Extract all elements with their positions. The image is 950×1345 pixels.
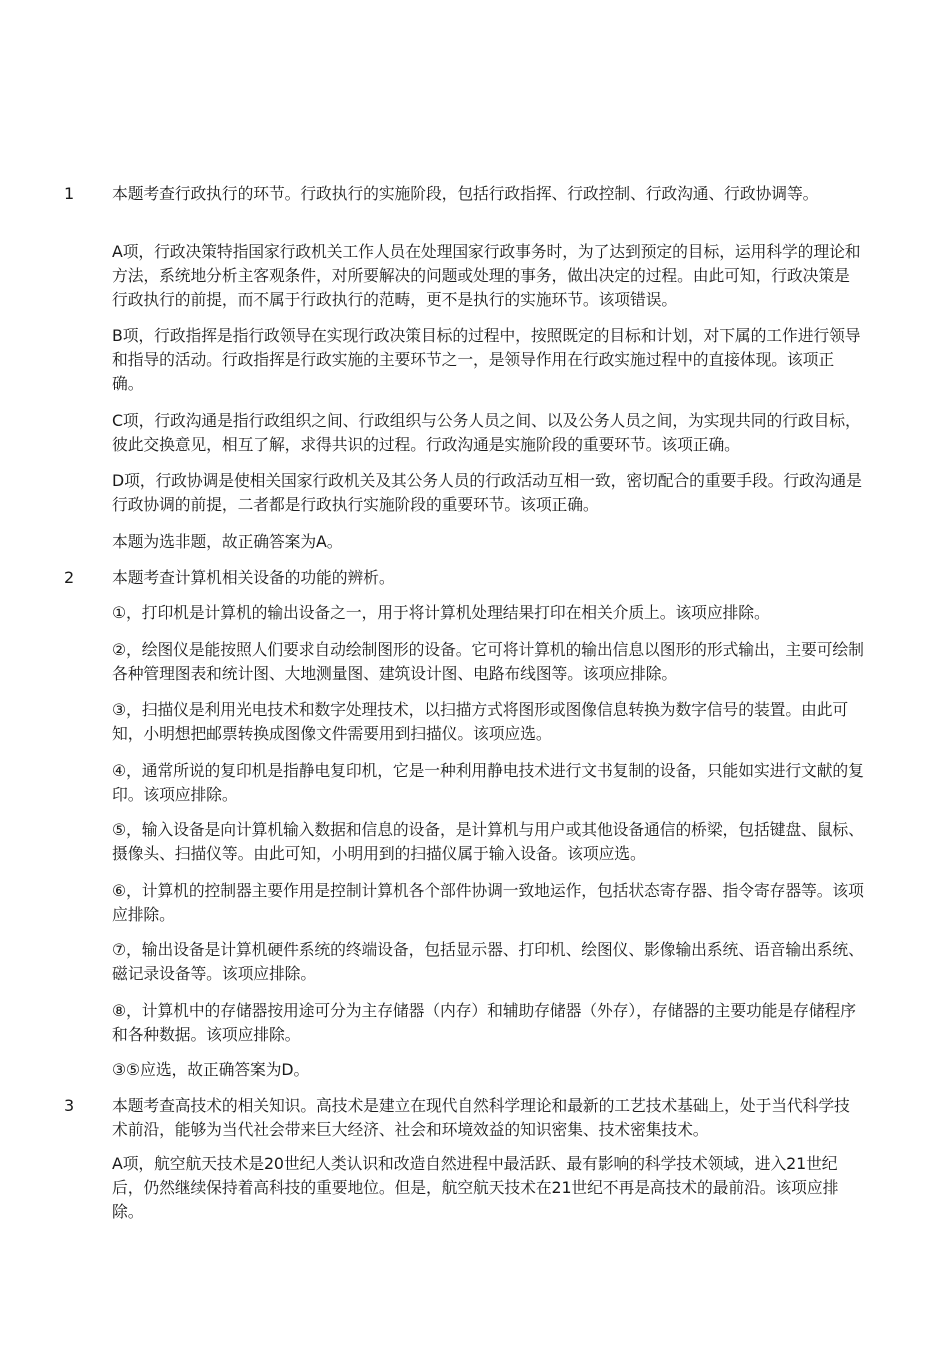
question-number: 1 (64, 184, 75, 203)
question-number: 2 (64, 568, 75, 587)
question-stem: 本题考查计算机相关设备的功能的辨析。 (112, 568, 395, 587)
option-paragraph: C项，行政沟通是指行政组织之间、行政组织与公务人员之间、以及公务人员之间，为实现共同的行政目标，彼此交换意见，相互了解，求得共识的过程。行政沟通是实施阶段的重要环节。该项正确。 (112, 411, 861, 454)
option-paragraph: ③，扫描仪是利用光电技术和数字处理技术，以扫描方式将图形或图像信息转换为数字信号的装置。由此可知，小明想把邮票转换成图像文件需要用到扫描仪。该项应选。 (112, 700, 849, 743)
question-number: 3 (64, 1096, 75, 1115)
option-paragraph: ⑦，输出设备是计算机硬件系统的终端设备，包括显示器、打印机、绘图仪、影像输出系统、语音输出系统、磁记录设备等。该项应排除。 (112, 940, 864, 983)
answer-paragraph: ③⑤应选，故正确答案为D。 (112, 1060, 310, 1079)
option-paragraph: A项，行政决策特指国家行政机关工作人员在处理国家行政事务时，为了达到预定的目标，运用科学的理论和方法，系统地分析主客观条件，对所要解决的问题或处理的事务，做出决定的过程。由此可知，行政决策是行政执行的前提，而不属于行政执行的范畴，更不是执行的实施环节。该项错误。 (112, 242, 861, 309)
option-paragraph: ⑧，计算机中的存储器按用途可分为主存储器（内存）和辅助存储器（外存），存储器的主要功能是存储程序和各种数据。该项应排除。 (112, 1001, 856, 1044)
question-stem: 本题考查行政执行的环节。行政执行的实施阶段，包括行政指挥、行政控制、行政沟通、行政协调等。 (112, 184, 819, 203)
answer-paragraph: 本题为选非题，故正确答案为A。 (112, 532, 343, 551)
option-paragraph: ④，通常所说的复印机是指静电复印机，它是一种利用静电技术进行文书复制的设备，只能如实进行文献的复印。该项应排除。 (112, 761, 864, 804)
option-paragraph: A项，航空航天技术是20世纪人类认识和改造自然进程中最活跃、最有影响的科学技术领域，进入21世纪后，仍然继续保持着高科技的重要地位。但是，航空航天技术在21世纪不再是高技术的最前沿。该项应排除。 (112, 1154, 839, 1221)
option-paragraph: ⑥，计算机的控制器主要作用是控制计算机各个部件协调一致地运作，包括状态寄存器、指令寄存器等。该项应排除。 (112, 881, 864, 924)
option-paragraph: B项，行政指挥是指行政领导在实现行政决策目标的过程中，按照既定的目标和计划，对下属的工作进行领导和指导的活动。行政指挥是行政实施的主要环节之一，是领导作用在行政实施过程中的直接体现。该项正确。 (112, 326, 861, 393)
option-paragraph: ②，绘图仪是能按照人们要求自动绘制图形的设备。它可将计算机的输出信息以图形的形式输出，主要可绘制各种管理图表和统计图、大地测量图、建筑设计图、电路布线图等。该项应排除。 (112, 640, 864, 683)
question-stem: 本题考查高技术的相关知识。高技术是建立在现代自然科学理论和最新的工艺技术基础上，处于当代科学技术前沿，能够为当代社会带来巨大经济、社会和环境效益的知识密集、技术密集技术。 (112, 1096, 850, 1139)
option-paragraph: ⑤，输入设备是向计算机输入数据和信息的设备，是计算机与用户或其他设备通信的桥梁，包括键盘、鼠标、摄像头、扫描仪等。由此可知，小明用到的扫描仪属于输入设备。该项应选。 (112, 820, 864, 863)
option-paragraph: D项，行政协调是使相关国家行政机关及其公务人员的行政活动互相一致，密切配合的重要手段。行政沟通是行政协调的前提，二者都是行政执行实施阶段的重要环节。该项正确。 (112, 471, 862, 514)
option-paragraph: ①，打印机是计算机的输出设备之一，用于将计算机处理结果打印在相关介质上。该项应排除。 (112, 603, 770, 622)
